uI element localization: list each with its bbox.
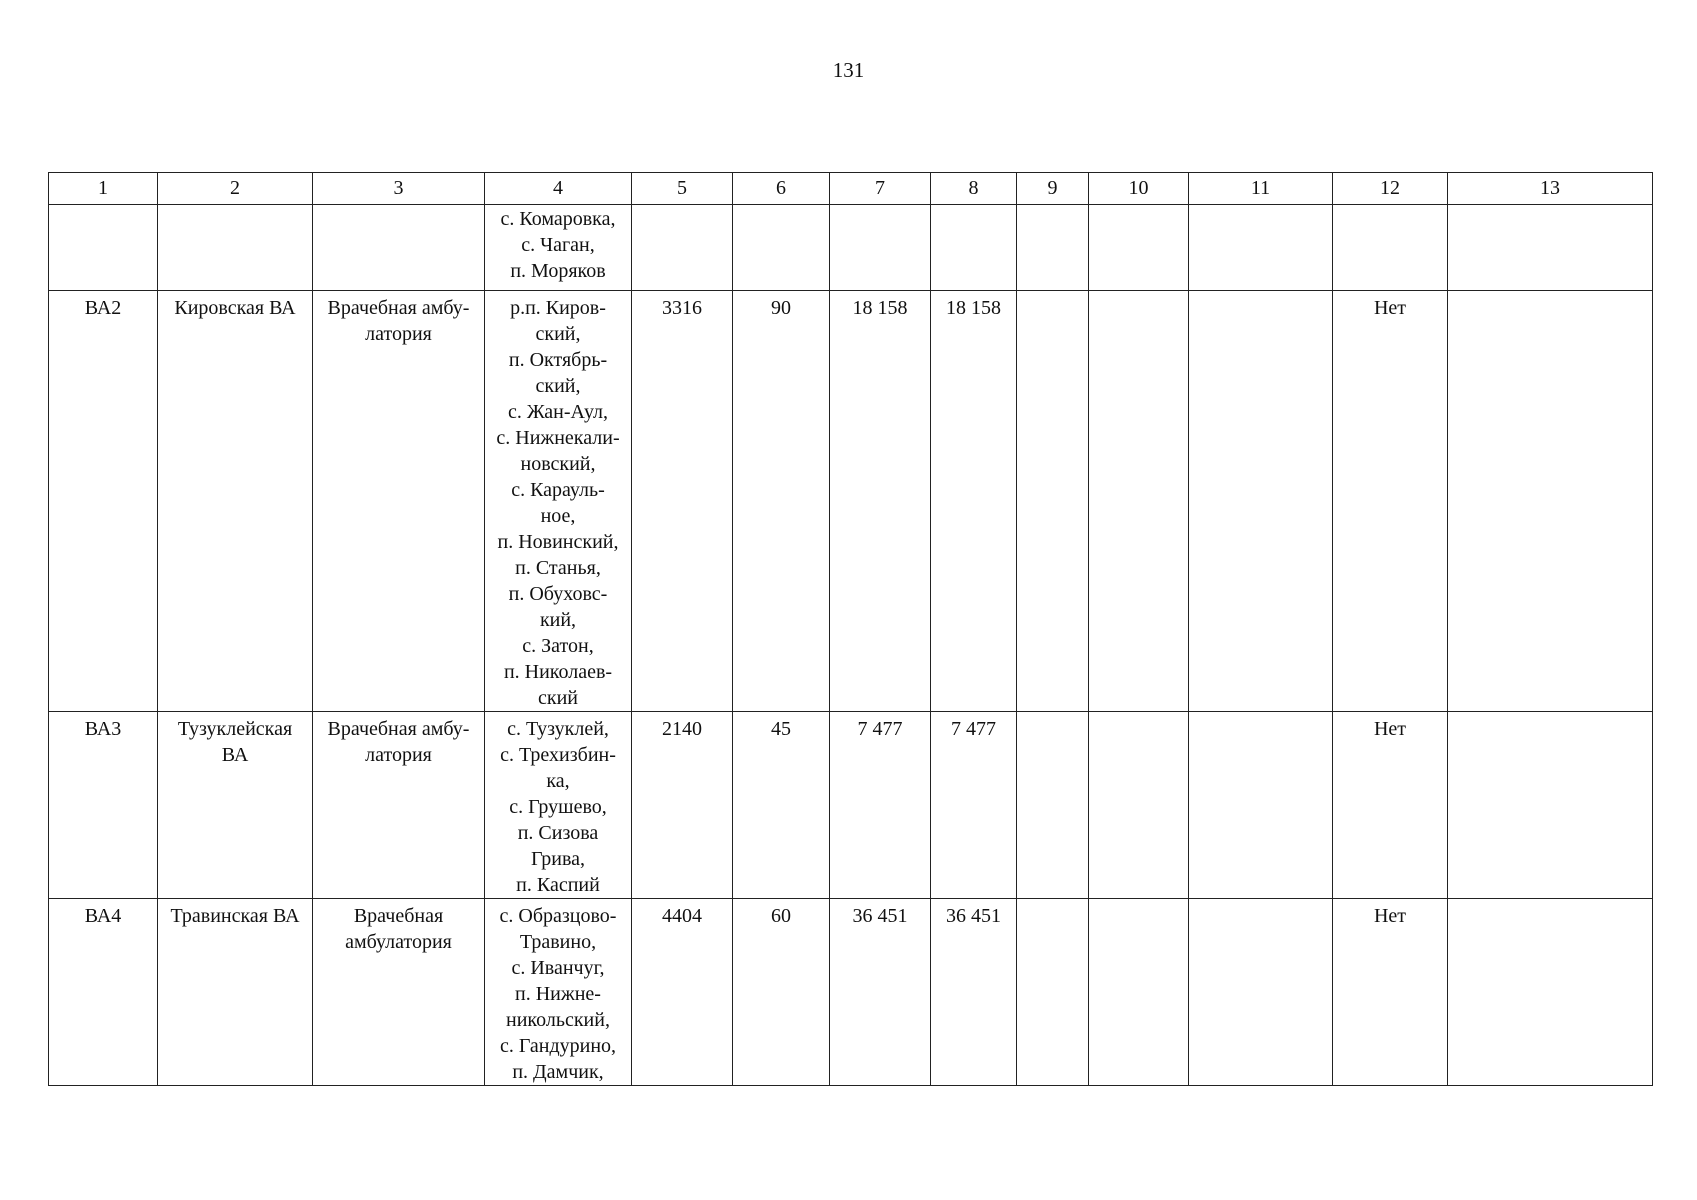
table-cell: 60 (733, 899, 830, 1086)
table-cell: р.п. Киров- ский, п. Октябрь- ский, с. Жан-Аул, с. Нижнекали- новский, с. Карауль- ное, п. Новинский, п. Станья, п. Обуховс- кий, с. Затон, п. Николаев- ский (485, 291, 632, 712)
table-cell: 36 451 (931, 899, 1017, 1086)
table-cell: Кировская ВА (158, 291, 313, 712)
table-cell (1089, 205, 1189, 291)
table-cell: с. Образцово- Травино, с. Иванчуг, п. Нижне- никольский, с. Гандурино, п. Дамчик, (485, 899, 632, 1086)
table-cell: с. Комаровка, с. Чаган, п. Моряков (485, 205, 632, 291)
table-cell: 7 477 (931, 712, 1017, 899)
column-header: 8 (931, 173, 1017, 205)
table-cell: Врачебная амбулатория (313, 899, 485, 1086)
table-cell (733, 205, 830, 291)
table-cell (1017, 205, 1089, 291)
table-cell (1448, 712, 1653, 899)
column-header: 12 (1333, 173, 1448, 205)
column-header: 10 (1089, 173, 1189, 205)
column-header: 9 (1017, 173, 1089, 205)
table-cell (1448, 291, 1653, 712)
table-cell (313, 205, 485, 291)
column-header: 13 (1448, 173, 1653, 205)
table-cell (158, 205, 313, 291)
table-cell: Тузуклейская ВА (158, 712, 313, 899)
table-cell: Нет (1333, 291, 1448, 712)
table-cell (830, 205, 931, 291)
column-header: 4 (485, 173, 632, 205)
table-cell: Нет (1333, 899, 1448, 1086)
table-cell (1017, 712, 1089, 899)
table-cell: 45 (733, 712, 830, 899)
table-cell: 2140 (632, 712, 733, 899)
table-cell: ВА4 (49, 899, 158, 1086)
table-cell (1448, 899, 1653, 1086)
table-cell (1189, 899, 1333, 1086)
table-cell: с. Тузуклей, с. Трехизбин- ка, с. Грушево, п. Сизова Грива, п. Каспий (485, 712, 632, 899)
table-cell: ВА3 (49, 712, 158, 899)
table-cell: Врачебная амбу- латория (313, 712, 485, 899)
table-header-row (49, 173, 1653, 205)
table-cell (1448, 205, 1653, 291)
column-header: 6 (733, 173, 830, 205)
table-cell: ВА2 (49, 291, 158, 712)
table-cell: 18 158 (931, 291, 1017, 712)
column-header: 5 (632, 173, 733, 205)
table-cell: Врачебная амбу- латория (313, 291, 485, 712)
table-cell (1189, 291, 1333, 712)
table-row (49, 712, 1653, 899)
table-cell (1089, 899, 1189, 1086)
table-cell: 4404 (632, 899, 733, 1086)
column-header: 2 (158, 173, 313, 205)
column-header: 1 (49, 173, 158, 205)
table-cell: Травинская ВА (158, 899, 313, 1086)
table-cell: 36 451 (830, 899, 931, 1086)
table-cell: 90 (733, 291, 830, 712)
table-cell (1189, 712, 1333, 899)
data-table (48, 172, 1653, 1086)
table-cell (1017, 899, 1089, 1086)
table-row (49, 899, 1653, 1086)
table-cell: 18 158 (830, 291, 931, 712)
table-cell: Нет (1333, 712, 1448, 899)
table-cell (931, 205, 1017, 291)
column-header: 7 (830, 173, 931, 205)
table-cell (632, 205, 733, 291)
table-row (49, 291, 1653, 712)
column-header: 3 (313, 173, 485, 205)
column-header: 11 (1189, 173, 1333, 205)
table-cell (1017, 291, 1089, 712)
table-cell (1089, 712, 1189, 899)
table-row (49, 205, 1653, 291)
table-cell: 7 477 (830, 712, 931, 899)
table-cell (1189, 205, 1333, 291)
page-number: 131 (832, 58, 865, 82)
table-cell (1333, 205, 1448, 291)
table-cell (1089, 291, 1189, 712)
table-cell (49, 205, 158, 291)
table-cell: 3316 (632, 291, 733, 712)
